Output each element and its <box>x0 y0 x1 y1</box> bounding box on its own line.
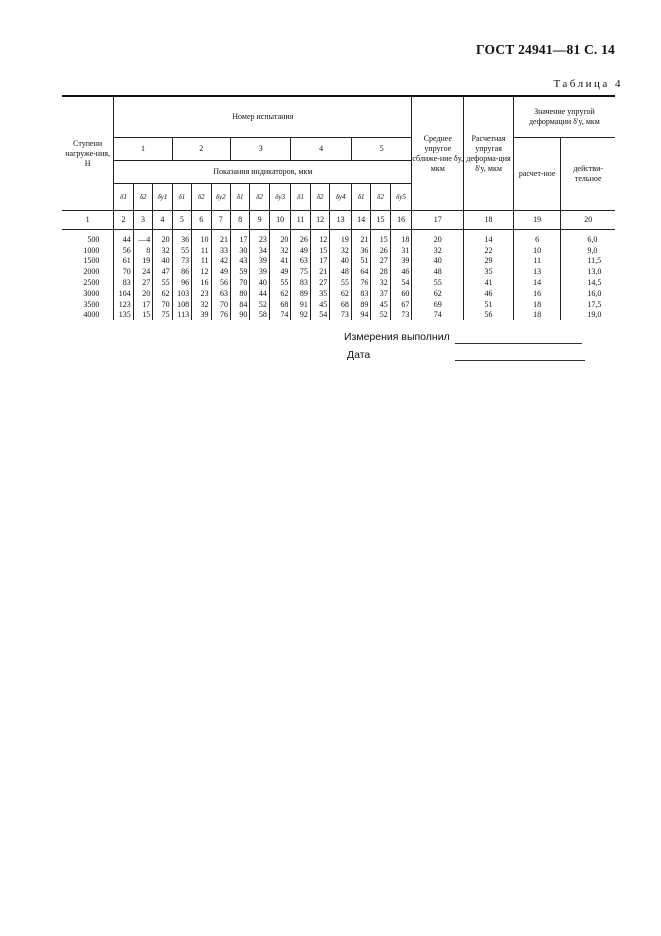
table-cell: 45 <box>310 299 329 310</box>
table-cell: 14,5 <box>561 277 615 288</box>
table-cell: 8 <box>133 245 152 256</box>
table-cell: 35 <box>310 288 329 299</box>
table-cell: 32 <box>412 245 464 256</box>
table-cell: 1000 <box>62 245 114 256</box>
table-body <box>62 211 615 321</box>
table-cell: 84 <box>230 299 249 310</box>
table-cell: 40 <box>250 277 269 288</box>
table-row <box>62 299 615 310</box>
column-number: 17 <box>412 211 464 230</box>
table-cell: 11 <box>192 245 211 256</box>
column-number: 16 <box>390 211 412 230</box>
table-cell: 10 <box>513 245 561 256</box>
table-cell: 17,5 <box>561 299 615 310</box>
table-cell: 103 <box>172 288 191 299</box>
table-cell: 51 <box>351 256 370 267</box>
table-cell: 135 <box>114 310 133 321</box>
table-cell: 59 <box>230 266 249 277</box>
table-cell: 500 <box>62 234 114 245</box>
header-value: Значение упругой деформации δ'y, мкм <box>513 96 615 138</box>
symbol-cell: δy3 <box>269 184 291 211</box>
table-cell: 36 <box>172 234 191 245</box>
table-cell: 37 <box>371 288 390 299</box>
table-cell: 34 <box>250 245 269 256</box>
symbol-cell: δ2 <box>371 184 390 211</box>
table-cell: 48 <box>330 266 352 277</box>
table-cell: 83 <box>351 288 370 299</box>
header-steps: Ступени нагруже-ния, Н <box>62 96 114 211</box>
table-cell: 68 <box>330 299 352 310</box>
symbol-cell: δy4 <box>330 184 352 211</box>
symbol-cell: δy2 <box>211 184 230 211</box>
table-title: Таблица 4 <box>553 78 623 90</box>
table-cell: 22 <box>464 245 514 256</box>
table-cell: 75 <box>291 266 310 277</box>
table-cell: 13 <box>513 266 561 277</box>
header-calc: Расчетная упругая деформа-ция δ'y, мкм <box>464 96 514 211</box>
table-cell: 18 <box>513 299 561 310</box>
table-cell: 52 <box>371 310 390 321</box>
date-line <box>455 360 585 361</box>
table-cell: 86 <box>172 266 191 277</box>
table-cell: 19 <box>133 256 152 267</box>
table-cell: 12 <box>310 234 329 245</box>
table-cell: 39 <box>250 256 269 267</box>
table-cell: 3000 <box>62 288 114 299</box>
table-cell: 76 <box>211 310 230 321</box>
table-cell: 56 <box>211 277 230 288</box>
column-number: 20 <box>561 211 615 230</box>
table-cell: 51 <box>464 299 514 310</box>
table-cell: 27 <box>310 277 329 288</box>
table-cell: 39 <box>192 310 211 321</box>
table-cell: 90 <box>230 310 249 321</box>
column-number: 7 <box>211 211 230 230</box>
table-cell: 92 <box>291 310 310 321</box>
table-cell: 32 <box>153 245 172 256</box>
symbol-cell: δ1 <box>114 184 133 211</box>
table-cell: 21 <box>351 234 370 245</box>
table-cell: 15 <box>310 245 329 256</box>
column-number: 10 <box>269 211 291 230</box>
header-test-1: 1 <box>114 138 172 161</box>
table-cell: 45 <box>371 299 390 310</box>
table-row <box>62 245 615 256</box>
table-cell: 28 <box>371 266 390 277</box>
table-cell: 73 <box>172 256 191 267</box>
column-number-row <box>62 211 615 230</box>
header-test-3: 3 <box>230 138 290 161</box>
table-cell: 15 <box>371 234 390 245</box>
table-cell: 108 <box>172 299 191 310</box>
table-cell: 32 <box>269 245 291 256</box>
table-cell: 11,5 <box>561 256 615 267</box>
table-cell: 9,0 <box>561 245 615 256</box>
table-cell: 20 <box>133 288 152 299</box>
table-cell: 2000 <box>62 266 114 277</box>
table-cell: 18 <box>513 310 561 321</box>
table-cell: 89 <box>291 288 310 299</box>
table-cell: 74 <box>269 310 291 321</box>
column-number: 3 <box>133 211 152 230</box>
table-cell: 47 <box>153 266 172 277</box>
column-number: 8 <box>230 211 249 230</box>
column-number: 19 <box>513 211 561 230</box>
table-cell: 21 <box>310 266 329 277</box>
table-cell: 54 <box>390 277 412 288</box>
header-test-4: 4 <box>291 138 351 161</box>
table-cell: 17 <box>230 234 249 245</box>
table-cell: 4000 <box>62 310 114 321</box>
table-cell: 55 <box>172 245 191 256</box>
table-cell: 62 <box>153 288 172 299</box>
table-cell: 14 <box>464 234 514 245</box>
table-cell: 15 <box>133 310 152 321</box>
table-cell: —4 <box>133 234 152 245</box>
table-cell: 96 <box>172 277 191 288</box>
table-cell: 54 <box>310 310 329 321</box>
table-cell: 49 <box>269 266 291 277</box>
table-cell: 13,0 <box>561 266 615 277</box>
table-row <box>62 256 615 267</box>
table-cell: 68 <box>269 299 291 310</box>
table-cell: 27 <box>133 277 152 288</box>
table-cell: 63 <box>291 256 310 267</box>
measured-by-line <box>455 343 582 344</box>
table-cell: 55 <box>412 277 464 288</box>
table-cell: 19,0 <box>561 310 615 321</box>
table-cell: 20 <box>153 234 172 245</box>
table-cell: 27 <box>371 256 390 267</box>
table-cell: 62 <box>412 288 464 299</box>
table-cell: 11 <box>513 256 561 267</box>
table-cell: 73 <box>390 310 412 321</box>
table-cell: 56 <box>114 245 133 256</box>
table-cell: 55 <box>269 277 291 288</box>
table-cell: 6,0 <box>561 234 615 245</box>
table-cell: 58 <box>250 310 269 321</box>
table-cell: 41 <box>269 256 291 267</box>
table-cell: 61 <box>114 256 133 267</box>
table-cell: 56 <box>464 310 514 321</box>
table-row <box>62 288 615 299</box>
header-actual-sub: действи-тельное <box>561 138 615 211</box>
table-row <box>62 310 615 321</box>
column-number: 14 <box>351 211 370 230</box>
table-cell: 16 <box>192 277 211 288</box>
table-cell: 44 <box>114 234 133 245</box>
table-cell: 31 <box>390 245 412 256</box>
table-cell: 3500 <box>62 299 114 310</box>
header-test-5: 5 <box>351 138 411 161</box>
table-cell: 21 <box>211 234 230 245</box>
table-cell: 33 <box>211 245 230 256</box>
table-row <box>62 234 615 245</box>
table-cell: 24 <box>133 266 152 277</box>
table-cell: 46 <box>464 288 514 299</box>
table-cell: 41 <box>464 277 514 288</box>
data-table <box>62 95 615 320</box>
table-cell: 62 <box>330 288 352 299</box>
table-cell: 11 <box>192 256 211 267</box>
table-cell: 63 <box>211 288 230 299</box>
table-cell: 17 <box>310 256 329 267</box>
table-cell: 14 <box>513 277 561 288</box>
table-cell: 2500 <box>62 277 114 288</box>
table-cell: 16,0 <box>561 288 615 299</box>
table-cell: 64 <box>351 266 370 277</box>
symbol-cell: δy5 <box>390 184 412 211</box>
table-cell: 6 <box>513 234 561 245</box>
table-cell: 32 <box>330 245 352 256</box>
table-cell: 70 <box>114 266 133 277</box>
table-cell: 40 <box>412 256 464 267</box>
table-cell: 73 <box>330 310 352 321</box>
table-cell: 83 <box>114 277 133 288</box>
column-number: 6 <box>192 211 211 230</box>
column-number: 1 <box>62 211 114 230</box>
symbol-cell: δ1 <box>172 184 191 211</box>
table-cell: 70 <box>153 299 172 310</box>
header-test-number: Номер испытания <box>114 96 412 138</box>
table-cell: 1500 <box>62 256 114 267</box>
table-cell: 83 <box>291 277 310 288</box>
table-cell: 20 <box>412 234 464 245</box>
measured-by-label: Измерения выполнил <box>344 331 450 343</box>
table-cell: 49 <box>291 245 310 256</box>
header-indicators: Показания индикаторов, мкм <box>114 161 412 184</box>
table-cell: 75 <box>153 310 172 321</box>
symbol-cell: δ1 <box>291 184 310 211</box>
column-number: 5 <box>172 211 191 230</box>
table-cell: 10 <box>192 234 211 245</box>
table-cell: 17 <box>133 299 152 310</box>
table-cell: 32 <box>192 299 211 310</box>
table-cell: 74 <box>412 310 464 321</box>
table-cell: 12 <box>192 266 211 277</box>
table-cell: 55 <box>330 277 352 288</box>
table-cell: 48 <box>412 266 464 277</box>
table-cell: 29 <box>464 256 514 267</box>
page-header: ГОСТ 24941—81 С. 14 <box>476 42 615 57</box>
header-calc-sub: расчет-ное <box>513 138 561 211</box>
table-cell: 23 <box>250 234 269 245</box>
symbol-cell: δ2 <box>310 184 329 211</box>
table-cell: 60 <box>390 288 412 299</box>
table-cell: 76 <box>351 277 370 288</box>
symbol-cell: δy1 <box>153 184 172 211</box>
table-row <box>62 277 615 288</box>
table-cell: 52 <box>250 299 269 310</box>
table-cell: 32 <box>371 277 390 288</box>
table-cell: 42 <box>211 256 230 267</box>
table-cell: 67 <box>390 299 412 310</box>
column-number: 13 <box>330 211 352 230</box>
column-number: 2 <box>114 211 133 230</box>
column-number: 12 <box>310 211 329 230</box>
header-test-2: 2 <box>172 138 230 161</box>
table-cell: 69 <box>412 299 464 310</box>
table-cell: 104 <box>114 288 133 299</box>
table-cell: 123 <box>114 299 133 310</box>
table-cell: 49 <box>211 266 230 277</box>
table-cell: 43 <box>230 256 249 267</box>
table-cell: 18 <box>390 234 412 245</box>
column-number: 18 <box>464 211 514 230</box>
column-number: 15 <box>371 211 390 230</box>
table-cell: 89 <box>351 299 370 310</box>
table-cell: 16 <box>513 288 561 299</box>
table-cell: 91 <box>291 299 310 310</box>
table-cell: 40 <box>330 256 352 267</box>
table-cell: 80 <box>230 288 249 299</box>
header-mean: Среднее упругое сближе-ние δy, мкм <box>412 96 464 211</box>
table-cell: 70 <box>211 299 230 310</box>
table-cell: 23 <box>192 288 211 299</box>
column-number: 11 <box>291 211 310 230</box>
table-cell: 26 <box>371 245 390 256</box>
symbol-cell: δ2 <box>250 184 269 211</box>
table-cell: 44 <box>250 288 269 299</box>
table-cell: 40 <box>153 256 172 267</box>
table-cell: 35 <box>464 266 514 277</box>
date-label: Дата <box>347 349 371 361</box>
table-cell: 113 <box>172 310 191 321</box>
symbol-cell: δ1 <box>230 184 249 211</box>
table-cell: 55 <box>153 277 172 288</box>
symbol-cell: δ1 <box>351 184 370 211</box>
table-cell: 46 <box>390 266 412 277</box>
table-cell: 39 <box>390 256 412 267</box>
table-cell: 19 <box>330 234 352 245</box>
table-cell: 26 <box>291 234 310 245</box>
table-cell: 70 <box>230 277 249 288</box>
table-cell: 39 <box>250 266 269 277</box>
table-cell: 94 <box>351 310 370 321</box>
table-cell: 62 <box>269 288 291 299</box>
table-cell: 30 <box>230 245 249 256</box>
column-number: 9 <box>250 211 269 230</box>
table-cell: 36 <box>351 245 370 256</box>
symbol-cell: δ2 <box>133 184 152 211</box>
table-row <box>62 266 615 277</box>
column-number: 4 <box>153 211 172 230</box>
symbol-cell: δ2 <box>192 184 211 211</box>
table-cell: 20 <box>269 234 291 245</box>
